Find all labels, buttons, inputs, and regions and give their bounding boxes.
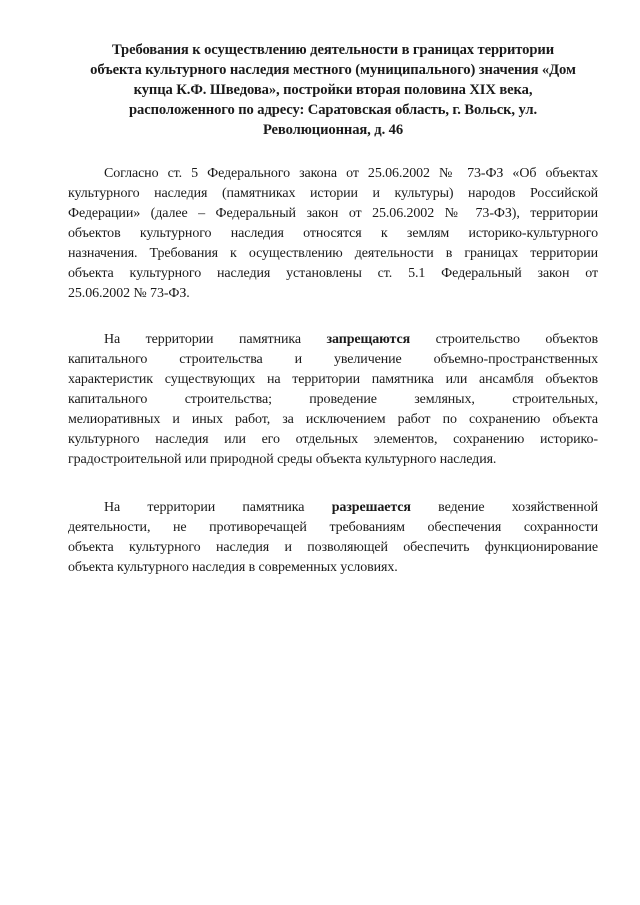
paragraph-line: культурного наследия или его отдельных элементов, сохранению историко- — [68, 432, 598, 447]
paragraph-lead: На территории памятника — [104, 500, 305, 515]
title-line: Требования к осуществлению деятельности в границах территории — [111, 42, 555, 58]
paragraph-line: объекта культурного наследия в современных условиях. — [68, 560, 398, 575]
title-line: Революционная, д. 46 — [262, 122, 404, 138]
permitted-keyword: разрешается — [331, 500, 411, 515]
paragraph-line: деятельности, не противоречащей требованиям обеспечения сохранности — [68, 520, 598, 535]
paragraph-lead-rest: строительство объектов — [435, 332, 598, 347]
prohibited-keyword: запрещаются — [326, 332, 411, 347]
document-page — [68, 40, 598, 606]
document-title — [68, 40, 598, 140]
paragraph-line: культурного наследия (памятниках истории и культуры) народов Российской — [68, 186, 598, 201]
paragraph-line: Федерации» (далее – Федеральный закон от 25.06.2002 № 73-ФЗ), территории — [68, 206, 598, 221]
paragraph-lead-rest: ведение хозяйственной — [438, 500, 598, 515]
title-line: объекта культурного наследия местного (муниципального) значения «Дом — [90, 62, 576, 78]
paragraph-line: капитального строительства; проведение земляных, строительных, — [68, 392, 598, 407]
paragraph-line: характеристик существующих на территории памятника или ансамбля объектов — [68, 372, 598, 387]
paragraph-line: Согласно ст. 5 Федерального закона от 25.06.2002 № 73-ФЗ «Об объектах — [104, 166, 598, 181]
paragraph-line: назначения. Требования к осуществлению деятельности в границах территории — [68, 246, 598, 261]
paragraph-line: объекта культурного наследия установлены ст. 5.1 Федеральный закон от — [68, 266, 598, 281]
paragraph-prohibitions — [68, 330, 598, 470]
title-line: расположенного по адресу: Саратовская область, г. Вольск, ул. — [128, 102, 537, 118]
paragraph-permissions — [68, 498, 598, 578]
paragraph-line — [68, 498, 598, 518]
paragraph-line: капитального строительства и увеличение объемно-пространственных — [68, 352, 598, 367]
paragraph-lead: На территории памятника — [104, 332, 301, 347]
title-line: купца К.Ф. Шведова», постройки вторая половина XIX века, — [133, 82, 533, 98]
paragraph-line: градостроительной или природной среды объекта культурного наследия. — [68, 452, 497, 467]
paragraph-line — [68, 330, 598, 350]
paragraph-line: объекта культурного наследия и позволяющей обеспечить функционирование — [68, 540, 598, 555]
paragraph-line: мелиоративных и иных работ, за исключением работ по сохранению объекта — [68, 412, 598, 427]
paragraph-line: объектов культурного наследия относятся к землям историко-культурного — [68, 226, 598, 241]
paragraph-legal-basis — [68, 164, 598, 304]
paragraph-line: 25.06.2002 № 73-ФЗ. — [68, 286, 190, 301]
